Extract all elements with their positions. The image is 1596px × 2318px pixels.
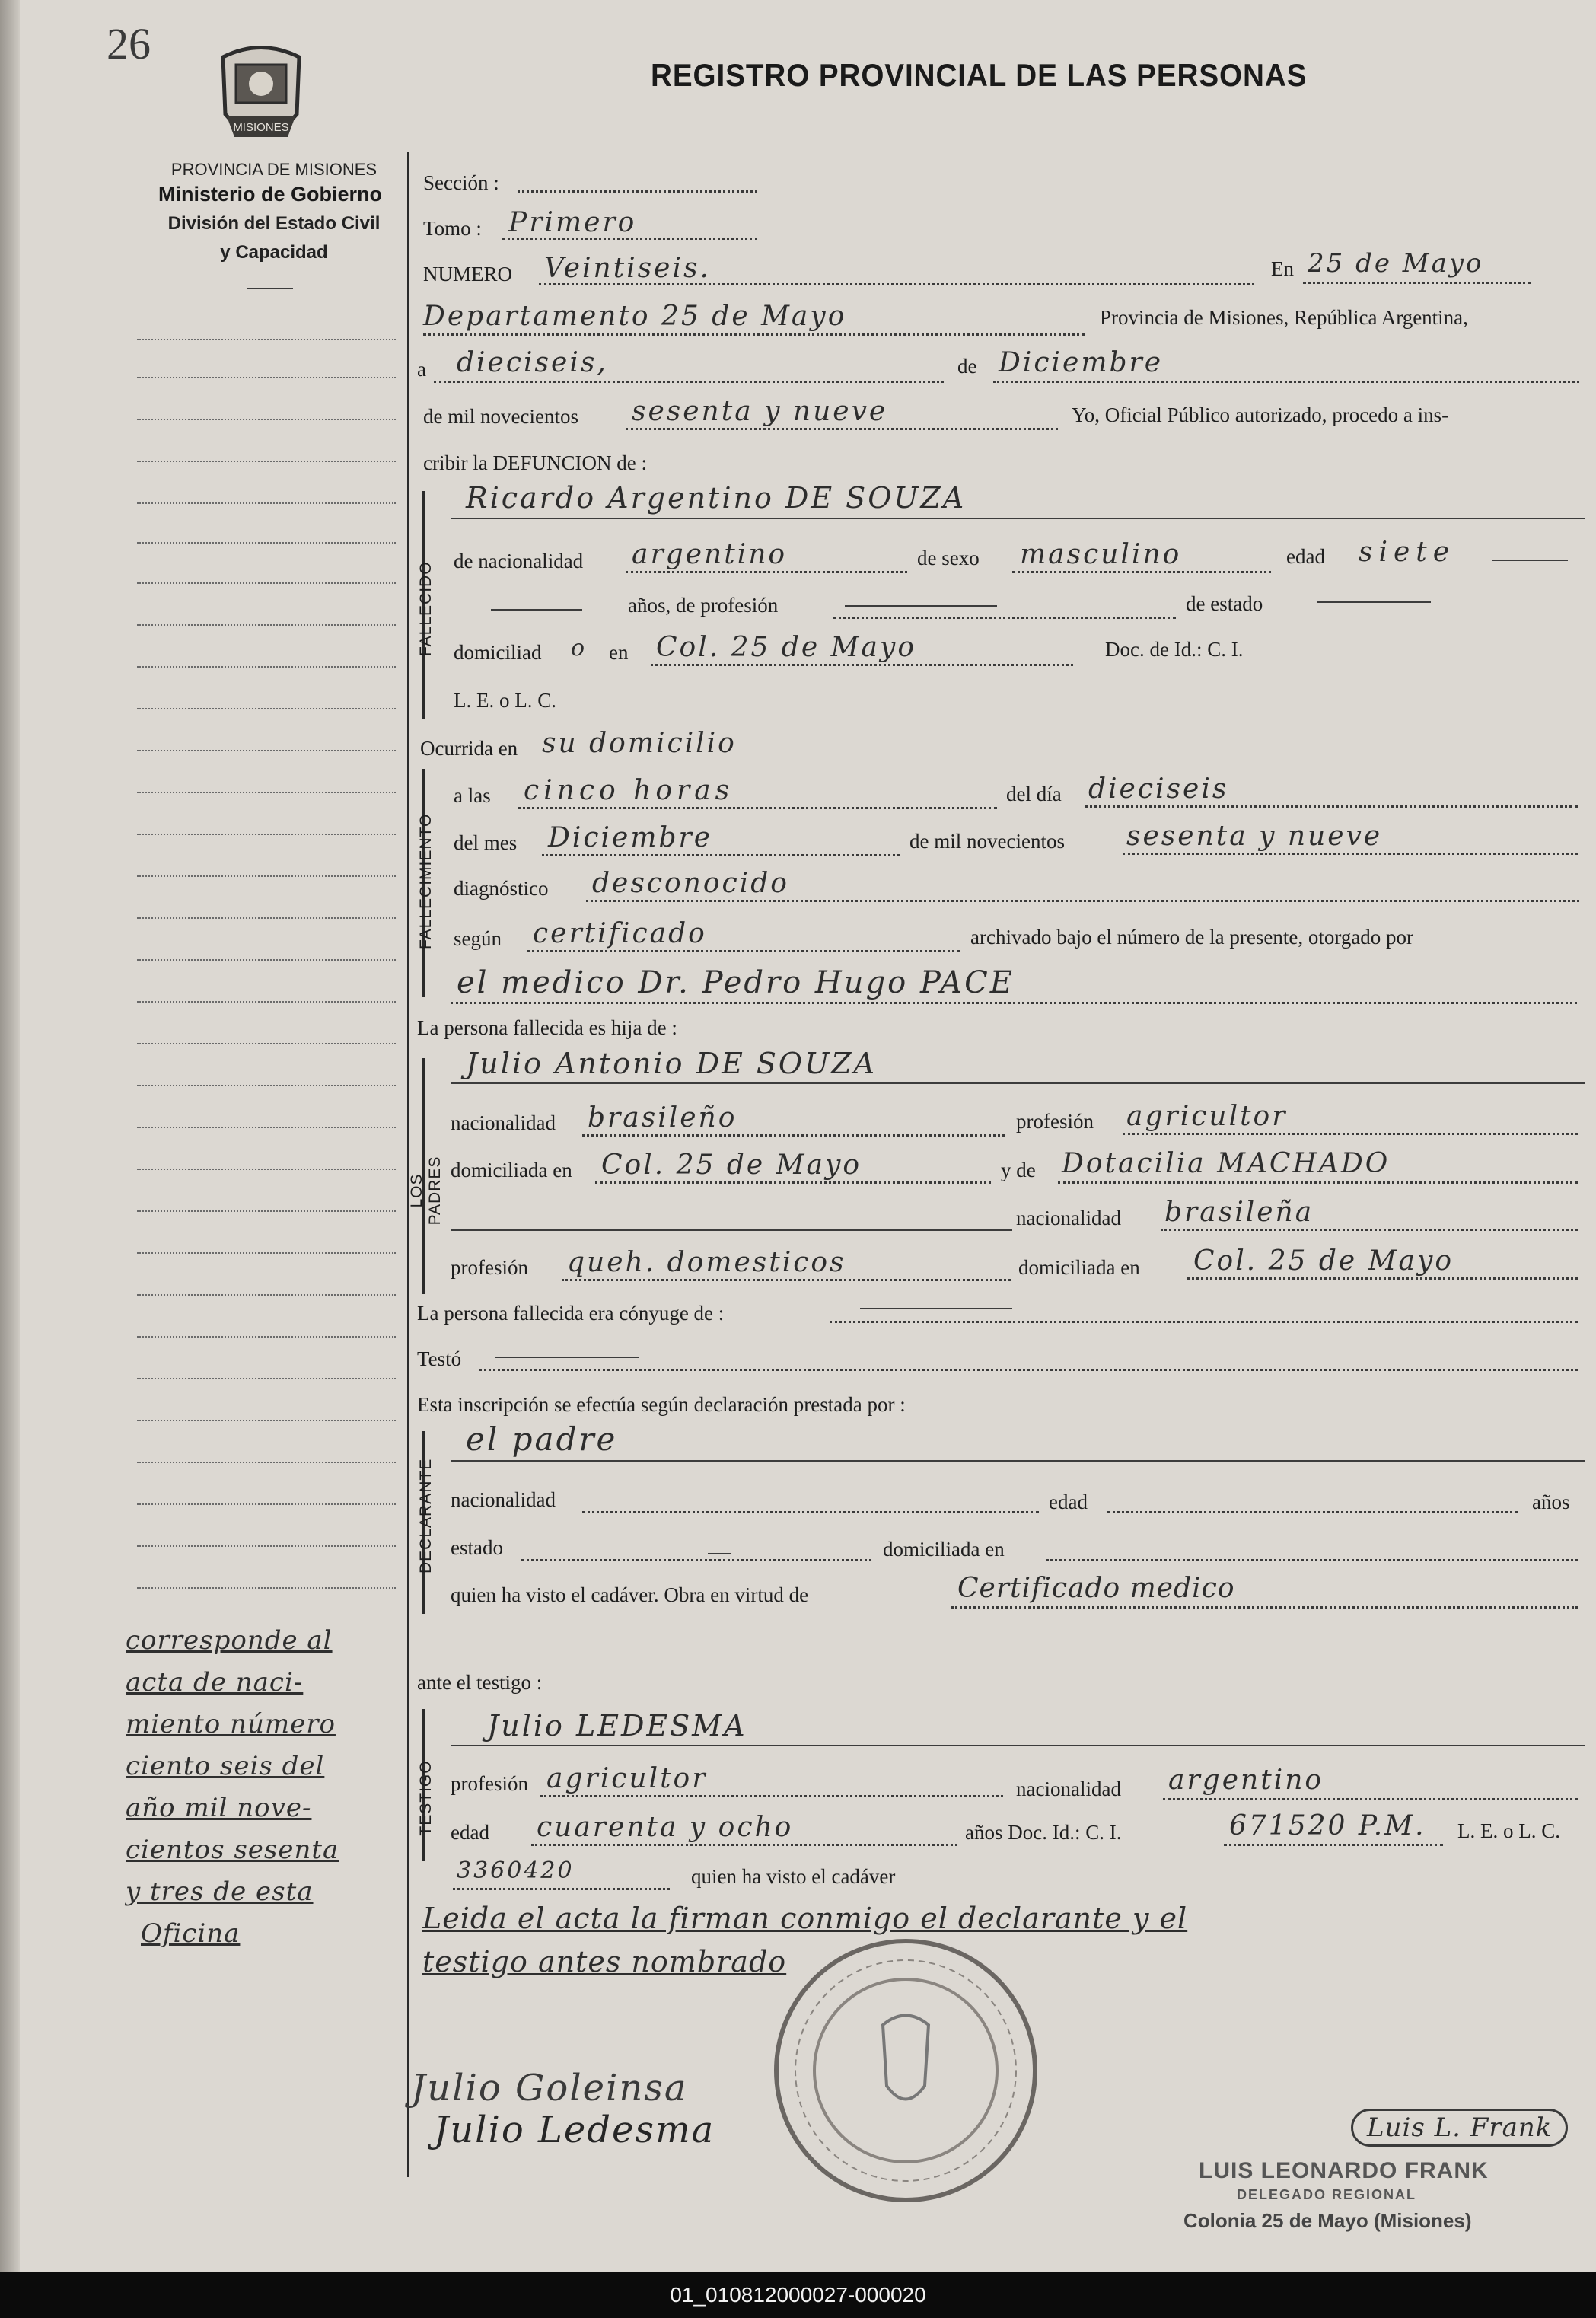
page-title: REGISTRO PROVINCIAL DE LAS PERSONAS (651, 57, 1308, 93)
label-de-mil-2: de mil novecientos (909, 830, 1065, 853)
value-nacionalidad: argentino (632, 539, 788, 570)
value-diagnostico: desconocido (592, 868, 789, 899)
label-le-lc: L. E. o L. C. (454, 689, 556, 712)
label-cribir: cribir la DEFUNCION de : (423, 451, 647, 474)
label-del-dia: del día (1006, 783, 1062, 805)
signature-oficial: Luis L. Frank (1351, 2109, 1568, 2147)
label-en-dom: en (609, 641, 629, 664)
value-tomo: Primero (508, 207, 637, 238)
official-role: DELEGADO REGIONAL (1237, 2187, 1417, 2202)
label-dec-cadaver: quien ha visto el cadáver. Obra en virtud de (451, 1583, 809, 1606)
value-sexo: masculino (1020, 539, 1182, 570)
label-provincia: Provincia de Misiones, República Argentina, (1100, 306, 1468, 329)
margin-note-6: cientos sesenta (126, 1835, 339, 1865)
value-departamento: Departamento 25 de Mayo (423, 301, 847, 332)
label-madre-profesion: profesión (451, 1256, 528, 1279)
label-doc-id: Doc. de Id.: C. I. (1105, 638, 1244, 661)
side-label-fallecimiento: FALLECIMIENTO (417, 813, 435, 949)
margin-note-7: y tres de esta (126, 1876, 314, 1907)
value-t-ci: 671520 P.M. (1229, 1810, 1426, 1841)
side-label-testigo: TESTIGO (417, 1760, 435, 1836)
official-name: LUIS LEONARDO FRANK (1199, 2158, 1489, 2183)
value-ocurrida: su domicilio (542, 728, 737, 759)
org-line-3: División del Estado Civil (167, 213, 381, 234)
value-declarante: el padre (466, 1420, 618, 1458)
label-dec-domiciliada: domiciliada en (883, 1538, 1005, 1561)
label-a: a (417, 358, 426, 381)
value-anio-fallec: sesenta y nueve (1126, 821, 1383, 852)
margin-note-8: Oficina (141, 1918, 241, 1949)
label-madre-domicilio: domiciliada en (1018, 1256, 1140, 1279)
value-edad: siete (1359, 537, 1456, 568)
label-padre-nacionalidad: nacionalidad (451, 1111, 556, 1134)
value-domiciliad-o: o (571, 635, 588, 662)
value-madre-nacionalidad: brasileña (1164, 1197, 1314, 1228)
value-t-profesion: agricultor (546, 1763, 708, 1794)
side-label-padres: LOS PADRES (408, 1156, 444, 1226)
margin-note-3: miento número (126, 1709, 336, 1739)
label-a-las: a las (454, 784, 491, 807)
label-ante-testigo: ante el testigo : (417, 1671, 543, 1694)
value-mes: Diciembre (999, 347, 1164, 378)
label-anos-profesion: años, de profesión (628, 594, 779, 617)
value-padre: Julio Antonio DE SOUZA (466, 1047, 877, 1080)
org-line-1: PROVINCIA DE MISIONES (170, 160, 377, 179)
seal-text: MISIONES (233, 121, 289, 134)
signature-declarante: Julio Goleinsa (411, 2067, 688, 2109)
label-del-mes: del mes (454, 831, 518, 854)
label-t-nacionalidad: nacionalidad (1016, 1778, 1121, 1800)
value-mes-fallec: Diciembre (548, 822, 713, 853)
book-binding (0, 0, 20, 2272)
label-t-cadaver: quien ha visto el cadáver (691, 1865, 896, 1888)
value-obra: Certificado medico (957, 1573, 1235, 1604)
label-seccion: Sección : (423, 171, 499, 194)
value-dia: dieciseis, (457, 347, 608, 378)
label-de: de (957, 355, 977, 378)
margin-note-4: ciento seis del (126, 1751, 325, 1781)
value-t-le: 3360420 (457, 1857, 575, 1884)
value-numero: Veintiseis. (544, 253, 711, 284)
label-sexo: de sexo (917, 547, 980, 569)
org-line-2: Ministerio de Gobierno (158, 183, 383, 206)
label-de-mil: de mil novecientos (423, 405, 578, 428)
label-t-profesion: profesión (451, 1772, 528, 1795)
value-t-nacionalidad: argentino (1168, 1765, 1324, 1796)
province-seal (212, 42, 311, 152)
org-line-4: y Capacidad (220, 242, 328, 263)
label-ocurrida: Ocurrida en (420, 737, 518, 760)
margin-note-1: corresponde al (126, 1625, 333, 1656)
value-hora: cinco horas (524, 775, 734, 806)
org-underline (247, 288, 293, 289)
margin-note-5: año mil nove- (126, 1793, 312, 1823)
value-padre-profesion: agricultor (1126, 1101, 1288, 1132)
label-hija-de: La persona fallecida es hija de : (417, 1016, 677, 1039)
value-segun: certificado (533, 918, 707, 949)
value-madre-profesion: queh. domesticos (567, 1247, 846, 1278)
value-en: 25 de Mayo (1308, 248, 1484, 279)
label-en: En (1271, 257, 1294, 280)
value-testigo: Julio LEDESMA (487, 1709, 747, 1742)
signature-testigo: Julio Ledesma (434, 2109, 715, 2151)
label-nacionalidad: de nacionalidad (454, 550, 584, 572)
label-inscripcion: Esta inscripción se efectúa según declaración prestada por : (417, 1393, 906, 1416)
value-leida-1: Leida el acta la firman conmigo el declarante y el (422, 1902, 1188, 1935)
label-yo-oficial: Yo, Oficial Público autorizado, procedo a ins- (1072, 403, 1449, 426)
label-diagnostico: diagnóstico (454, 877, 549, 900)
label-archivado: archivado bajo el número de la presente, otorgado por (970, 926, 1414, 949)
value-madre: Dotacilia MACHADO (1062, 1148, 1391, 1179)
value-padre-domicilio: Col. 25 de Mayo (601, 1149, 862, 1181)
label-y-de: y de (1001, 1159, 1036, 1181)
value-madre-domicilio: Col. 25 de Mayo (1193, 1245, 1454, 1277)
label-dec-estado: estado (451, 1536, 503, 1559)
label-domiciliad: domiciliad (454, 641, 542, 664)
label-tomo: Tomo : (423, 217, 482, 240)
value-leida-2: testigo antes nombrado (422, 1945, 787, 1978)
label-dec-edad: edad (1049, 1491, 1088, 1513)
label-t-anos-doc: años Doc. Id.: C. I. (965, 1821, 1122, 1844)
value-padre-nacionalidad: brasileño (588, 1102, 737, 1133)
value-domicilio: Col. 25 de Mayo (656, 632, 916, 663)
value-dia-fallec: dieciseis (1088, 773, 1229, 805)
value-anio: sesenta y nueve (632, 396, 888, 427)
label-dec-nacionalidad: nacionalidad (451, 1488, 556, 1511)
label-de-estado: de estado (1186, 592, 1263, 615)
label-t-edad: edad (451, 1821, 489, 1844)
side-label-declarante: DECLARANTE (417, 1458, 435, 1573)
page-number: 26 (107, 19, 151, 69)
label-dec-anos: años (1532, 1491, 1570, 1513)
label-t-le-lc: L. E. o L. C. (1457, 1819, 1560, 1842)
label-padre-domicilio: domiciliada en (451, 1159, 572, 1181)
value-nombre: Ricardo Argentino DE SOUZA (466, 481, 967, 515)
registry-stamp (769, 1934, 1043, 2208)
label-madre-nacionalidad: nacionalidad (1016, 1207, 1121, 1229)
label-conyuge: La persona fallecida era cónyuge de : (417, 1302, 725, 1325)
label-testo: Testó (417, 1347, 462, 1370)
side-label-fallecido: FALLECIDO (417, 561, 435, 656)
label-numero: NUMERO (423, 263, 513, 285)
label-segun: según (454, 927, 502, 950)
official-place: Colonia 25 de Mayo (Misiones) (1183, 2209, 1472, 2232)
image-caption: 01_010812000027-000020 (0, 2272, 1596, 2318)
label-padre-profesion: profesión (1016, 1110, 1094, 1133)
value-t-edad: cuarenta y ocho (537, 1812, 794, 1843)
label-edad: edad (1286, 545, 1325, 568)
value-medico: el medico Dr. Pedro Hugo PACE (457, 965, 1015, 1000)
margin-note-2: acta de naci- (126, 1667, 304, 1698)
